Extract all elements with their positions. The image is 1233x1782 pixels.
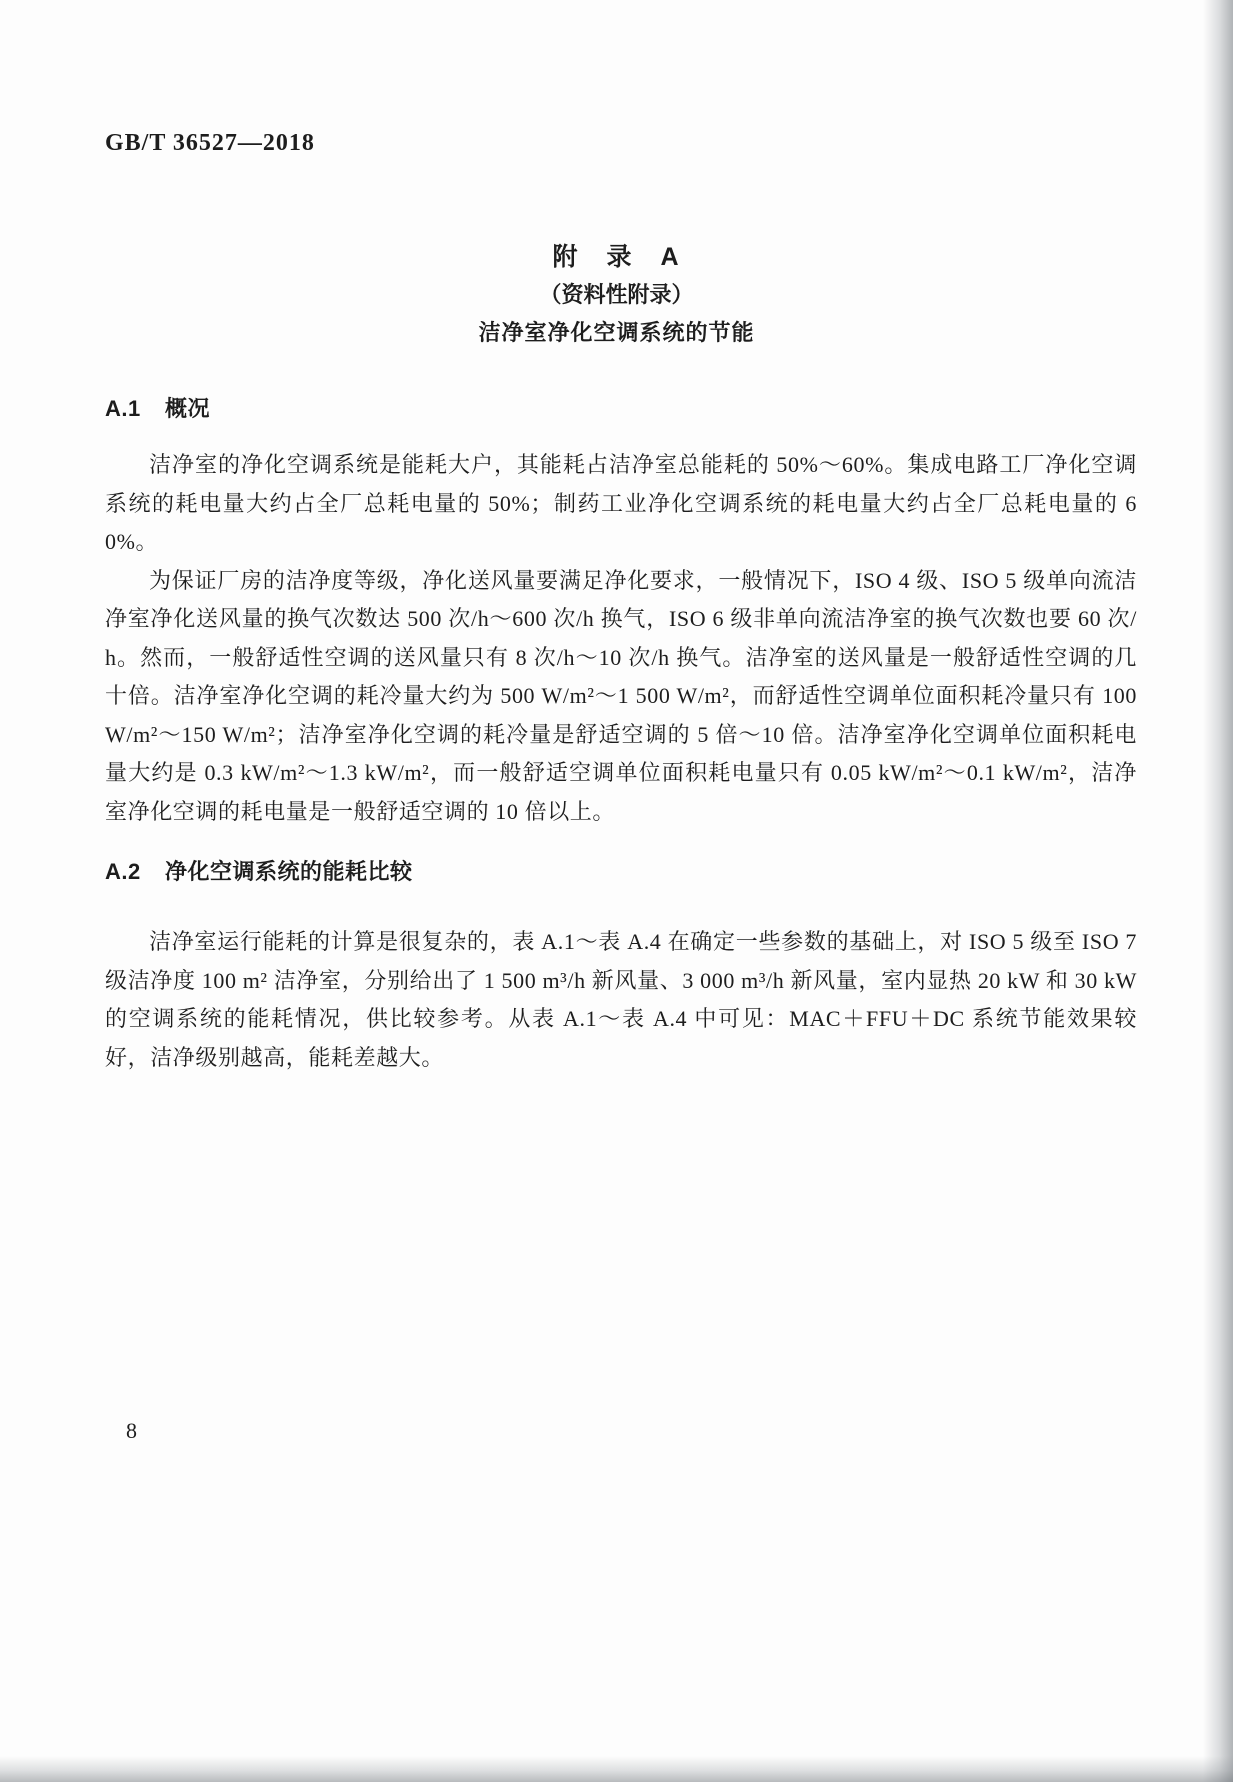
scan-edge-bottom bbox=[0, 1756, 1233, 1782]
section-a2-heading bbox=[105, 857, 1137, 887]
paragraph: 为保证厂房的洁净度等级，净化送风量要满足净化要求，一般情况下，ISO 4 级、ISO 5 级单向流洁净室净化送风量的换气次数达 500 次/h～600 次/h 换气，ISO 6 级非单向流洁净室的换气次数也要 60 次/h。然而，一般舒适性空调的送风量只有 8 次/h～10 次/h 换气。洁净室的送风量是一般舒适性空调的几十倍。洁净室净化空调的耗冷量大约为 500 W/m²～1 500 W/m²，而舒适性空调单位面积耗冷量只有 100 W/m²～150 W/m²；洁净室净化空调的耗冷量是舒适空调的 5 倍～10 倍。洁净室净化空调单位面积耗电量大约是 0.3 kW/m²～1.3 kW/m²，而一般舒适空调单位面积耗电量只有 0.05 kW/m²～0.1 kW/m²，洁净室净化空调的耗电量是一般舒适空调的 10 倍以上。 bbox=[105, 567, 1137, 824]
page-content bbox=[105, 394, 1137, 1077]
section-number: A.1 bbox=[105, 396, 141, 421]
paragraph: 洁净室的净化空调系统是能耗大户，其能耗占洁净室总能耗的 50%～60%。集成电路工厂净化空调系统的耗电量大约占全厂总耗电量的 50%；制药工业净化空调系统的耗电量大约占全厂总耗电量的 60%。 bbox=[105, 452, 1137, 554]
section-title: 净化空调系统的能耗比较 bbox=[164, 859, 413, 884]
running-header bbox=[105, 130, 315, 157]
standard-number: GB/T 36527—2018 bbox=[105, 130, 315, 156]
appendix-title: 附 录 A bbox=[552, 243, 681, 271]
section-title: 概况 bbox=[164, 396, 210, 421]
appendix-subtitle: （资料性附录） bbox=[539, 282, 694, 307]
section-number: A.2 bbox=[105, 859, 141, 884]
section-a1 bbox=[105, 394, 1137, 831]
page-number: 8 bbox=[126, 1418, 137, 1443]
appendix-title-block bbox=[0, 238, 1233, 352]
paragraph: 洁净室运行能耗的计算是很复杂的，表 A.1～表 A.4 在确定一些参数的基础上，对 ISO 5 级至 ISO 7 级洁净度 100 m² 洁净室，分别给出了 1 500 m³/h 新风量、3 000 m³/h 新风量，室内显热 20 kW 和 30 kW 的空调系统的能耗情况，供比较参考。从表 A.1～表 A.4 中可见：MAC＋FFU＋DC 系统节能效果较好，洁净级别越高，能耗差越大。 bbox=[105, 929, 1137, 1070]
appendix-heading: 洁净室净化空调系统的节能 bbox=[478, 320, 755, 345]
section-a2 bbox=[105, 857, 1137, 1077]
section-a1-heading bbox=[105, 394, 1137, 424]
